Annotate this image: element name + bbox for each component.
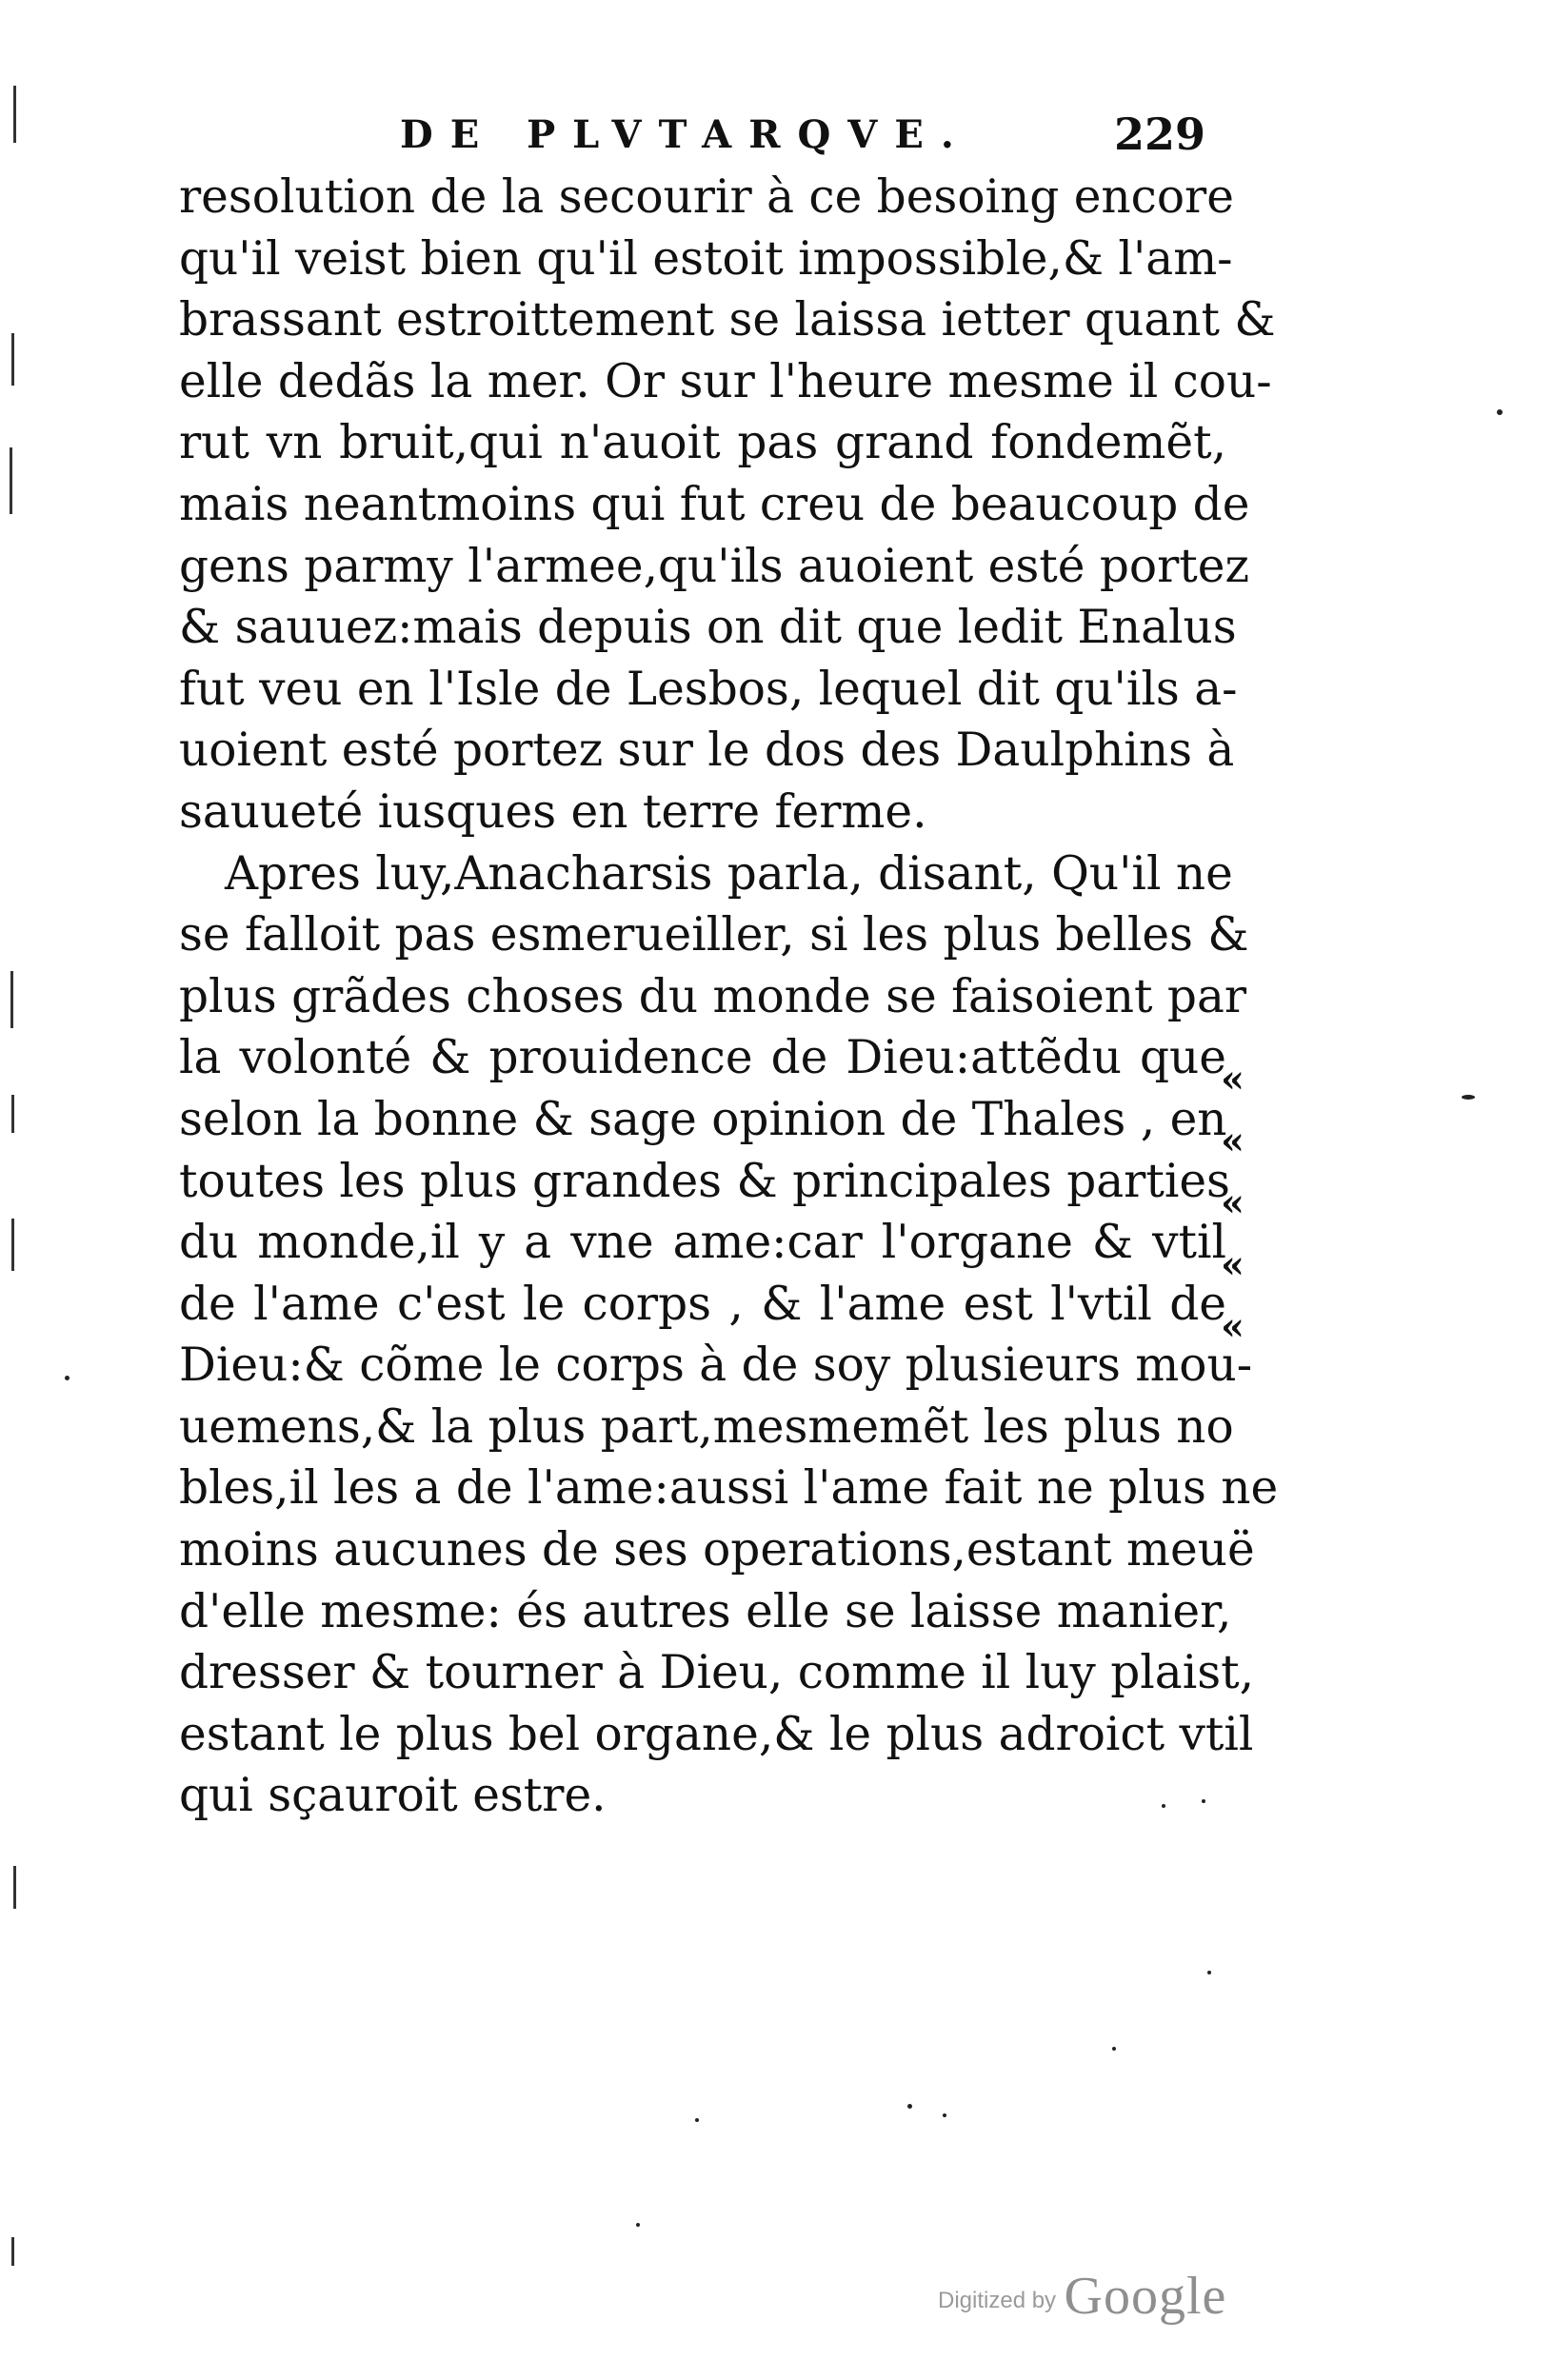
text-line: la volonté & prouidence de Dieu:attẽdu que bbox=[179, 1031, 1226, 1085]
text-line: se falloit pas esmerueiller, si les plus belles & bbox=[179, 908, 1249, 962]
scan-edge-mark bbox=[11, 1095, 14, 1133]
scan-speck bbox=[636, 2223, 640, 2227]
text-line: estant le plus bel organe,& le plus adroict vtil bbox=[179, 1707, 1254, 1761]
text-line: qui sçauroit estre. bbox=[179, 1769, 607, 1823]
scan-speck bbox=[1162, 1804, 1165, 1808]
scan-edge-mark bbox=[11, 333, 14, 386]
watermark-prefix: Digitized by bbox=[938, 2288, 1057, 2313]
text-line: Dieu:& cõme le corps à de soy plusieurs mou- bbox=[179, 1339, 1253, 1393]
margin-quote-mark: « bbox=[1221, 1242, 1244, 1287]
text-line: toutes les plus grandes & principales parties bbox=[179, 1154, 1230, 1208]
running-head: DE PLVTARQVE. bbox=[400, 112, 971, 157]
scan-speck bbox=[695, 2118, 699, 2122]
body-text bbox=[179, 167, 1279, 1827]
page-number: 229 bbox=[1114, 109, 1206, 160]
text-line: gens parmy l'armee,qu'ils auoient esté portez bbox=[179, 539, 1250, 593]
digitized-by-watermark bbox=[938, 2266, 1226, 2327]
text-line: dresser & tourner à Dieu, comme il luy plaist, bbox=[179, 1646, 1254, 1700]
text-line: moins aucunes de ses operations,estant meuë bbox=[179, 1523, 1255, 1577]
text-line: bles,il les a de l'ame:aussi l'ame fait ne plus ne bbox=[179, 1461, 1279, 1516]
text-line: fut veu en l'Isle de Lesbos, lequel dit qu'ils a- bbox=[179, 662, 1238, 716]
margin-quote-mark: « bbox=[1221, 1304, 1244, 1349]
text-line: mais neantmoins qui fut creu de beaucoup de bbox=[179, 477, 1250, 531]
scan-edge-mark bbox=[11, 2237, 14, 2266]
scan-speck bbox=[1462, 1095, 1475, 1100]
margin-quote-mark: « bbox=[1221, 1119, 1244, 1163]
text-line: sauueté iusques en terre ferme. bbox=[179, 784, 927, 839]
scan-edge-mark bbox=[13, 86, 16, 143]
text-line: selon la bonne & sage opinion de Thales , en bbox=[179, 1092, 1227, 1146]
text-line: de l'ame c'est le corps , & l'ame est l'vtil de bbox=[179, 1277, 1226, 1331]
google-logo: Google bbox=[1064, 2267, 1227, 2326]
text-line: & sauuez:mais depuis on dit que ledit Enalus bbox=[179, 601, 1237, 655]
scan-speck bbox=[907, 2104, 912, 2109]
text-line: qu'il veist bien qu'il estoit impossible,& l'am- bbox=[179, 231, 1233, 286]
text-line: du monde,il y a vne ame:car l'organe & vtil bbox=[179, 1216, 1226, 1270]
text-line: elle dedãs la mer. Or sur l'heure mesme il cou- bbox=[179, 354, 1272, 408]
text-line: rut vn bruit,qui n'auoit pas grand fondemẽt, bbox=[179, 416, 1226, 470]
scan-speck bbox=[1207, 1971, 1211, 1974]
text-line: uemens,& la plus part,mesmemẽt les plus no bbox=[179, 1399, 1234, 1454]
text-line: Apres luy,Anacharsis parla, disant, Qu'il ne bbox=[225, 846, 1233, 901]
margin-quote-mark: « bbox=[1221, 1057, 1244, 1101]
scan-edge-mark bbox=[10, 447, 12, 514]
scan-speck bbox=[943, 2113, 946, 2117]
scan-edge-mark bbox=[13, 1866, 16, 1909]
text-line: d'elle mesme: és autres elle se laisse manier, bbox=[179, 1584, 1232, 1638]
scan-speck bbox=[1497, 409, 1503, 415]
text-line: uoient esté portez sur le dos des Daulphins à bbox=[179, 724, 1235, 778]
scan-edge-mark bbox=[10, 971, 13, 1028]
text-line: plus grãdes choses du monde se faisoient par bbox=[179, 969, 1247, 1023]
text-line: brassant estroittement se laissa ietter quant & bbox=[179, 293, 1276, 347]
margin-quote-mark: « bbox=[1221, 1180, 1244, 1225]
scan-speck bbox=[65, 1376, 70, 1380]
scan-speck bbox=[1112, 2047, 1116, 2051]
scan-edge-mark bbox=[11, 1219, 14, 1271]
scan-speck bbox=[1202, 1799, 1205, 1803]
text-line: resolution de la secourir à ce besoing encore bbox=[179, 170, 1234, 224]
